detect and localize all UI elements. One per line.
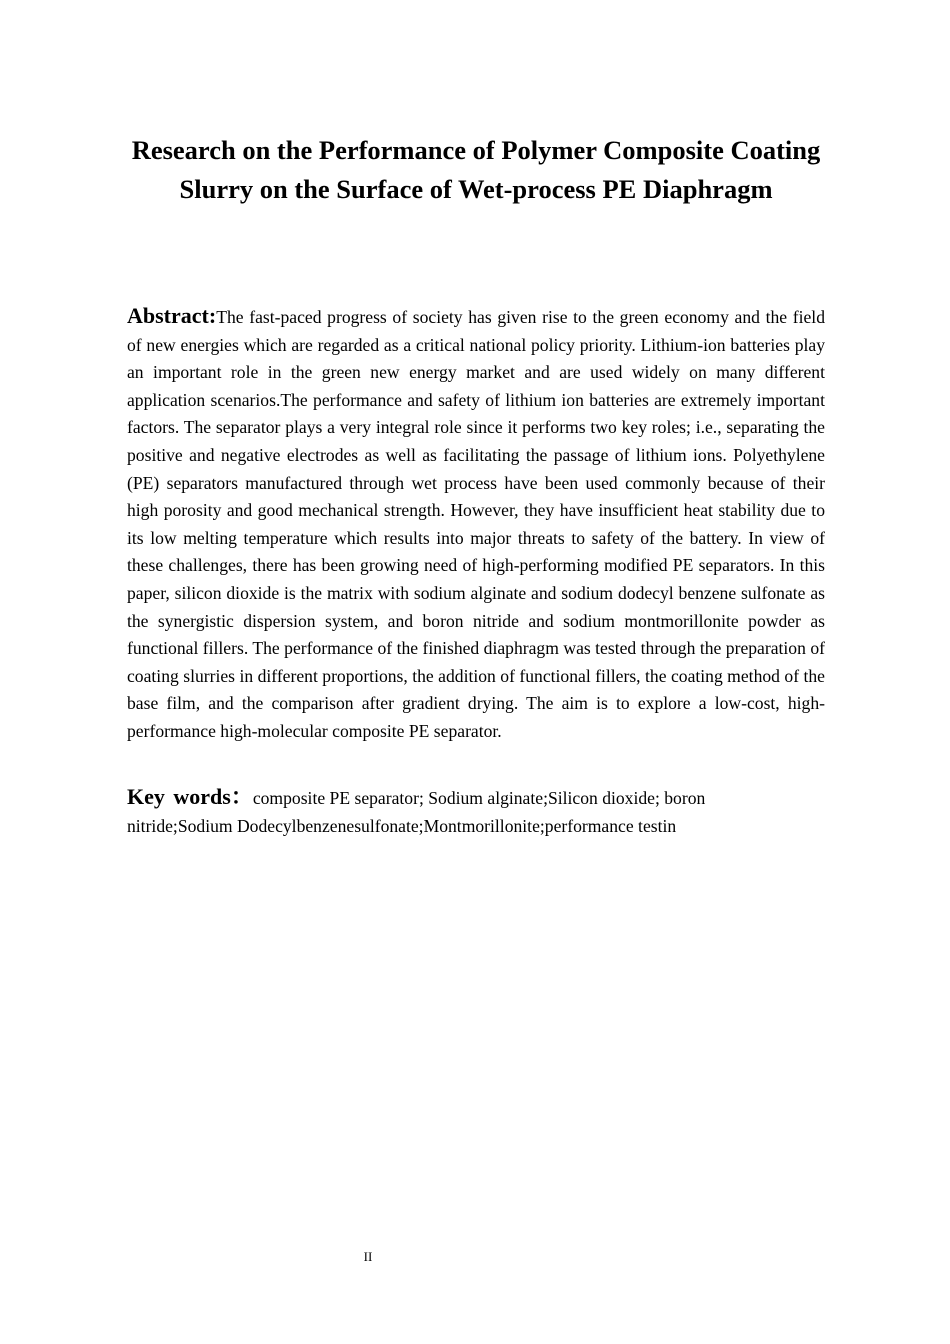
keywords-paragraph	[127, 783, 787, 840]
abstract-paragraph	[127, 302, 825, 746]
abstract-label: Abstract:	[127, 303, 217, 328]
abstract-text: The fast-paced progress of society has given rise to the green economy and the field of new energies which are regarded as a critical national policy priority. Lithium-ion batteries play an important role in the green new energy market and are used widely on many different application scenarios.The performance and safety of lithium ion batteries are extremely important factors. The separator plays a very integral role since it performs two key roles; i.e., separating the positive and negative electrodes as well as facilitating the passage of lithium ions. Polyethylene (PE) separators manufactured through wet process have been used commonly because of their high porosity and good mechanical strength. However, they have insufficient heat stability due to its low melting temperature which results into major threats to safety of the battery. In view of these challenges, there has been growing need of high-performing modified PE separators. In this paper, silicon dioxide is the matrix with sodium alginate and sodium dodecyl benzene sulfonate as the synergistic dispersion system, and boron nitride and sodium montmorillonite powder as functional fillers. The performance of the finished diaphragm was tested through the preparation of coating slurries in different proportions, the addition of functional fillers, the coating method of the base film, and the comparison after gradient drying. The aim is to explore a low-cost, high-performance high-molecular composite PE separator.	[127, 307, 825, 741]
paper-title: Research on the Performance of Polymer Composite Coating Slurry on the Surface of Wet-process PE Diaphragm	[131, 135, 821, 204]
keywords-label: Key words：	[127, 784, 253, 809]
keywords-text: composite PE separator; Sodium alginate;Silicon dioxide; boron nitride;Sodium Dodecylbenzenesulfonate;Montmorillonite;performance testin	[127, 788, 706, 836]
page-number: II	[363, 1249, 373, 1264]
